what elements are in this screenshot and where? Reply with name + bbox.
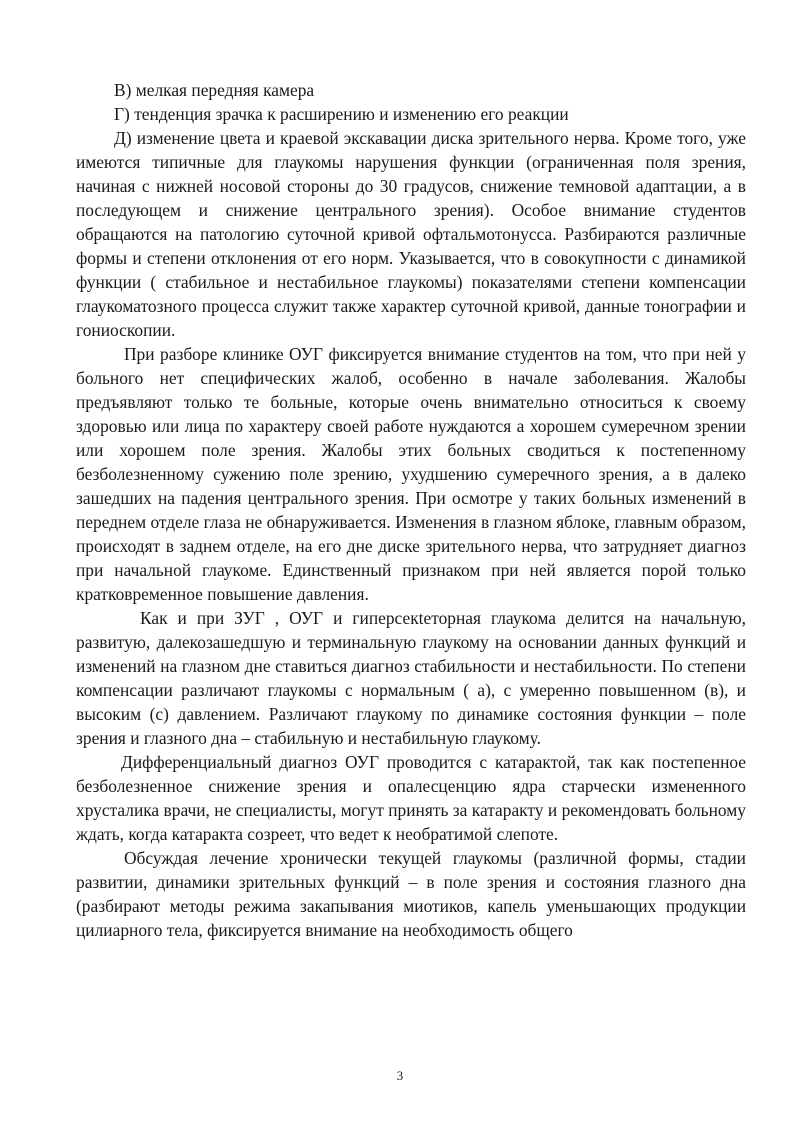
paragraph-treatment: Обсуждая лечение хронически текущей глаукомы (различной формы, стадии развитии, динамики зрительных функций – в поле зрения и состояния глазного дна (разбирают методы режима закапывания миотиков, капель уменьшающих продукции цилиарного тела, фиксируется внимание на необходимость общего	[76, 848, 746, 940]
paragraph-clinic: При разборе клинике ОУГ фиксируется внимание студентов на том, что при ней у больного нет специфических жалоб, особенно в начале заболевания. Жалобы предъявляют только те больные, которые очень внимательно относиться к своему здоровью или лица по характеру своей работе нуждаются а хорошем сумеречном зрении или хорошем поле зрения. Жалобы этих больных сводиться к постепенному безболезненному сужению поле зрению, ухудшению сумеречного зрения, а в далеко зашедших на падения центрального зрения. При осмотре у таких больных изменений в переднем отделе глаза не обнаруживается. Изменения в глазном яблоке, главным образом, происходят в заднем отделе, на его дне диске зрительного нерва, что затрудняет диагноз при начальной глаукоме. Единственный признаком при ней является порой только кратковременное повышение давления.	[76, 344, 746, 604]
paragraph-classification: Как и при ЗУГ , ОУГ и гиперсекteторная глаукома делится на начальную, развитую, далекозашедшую и терминальную глаукому на основании данных функций и изменений на глазном дне ставиться диагноз стабильности и нестабильности. По степени компенсации различают глаукомы с нормальным ( а), с умеренно повышенном (в), и высоким (с) давлением. Различают глаукому по динамике состояния функции – поле зрения и глазного дна – стабильную и нестабильную глаукому.	[76, 608, 746, 748]
list-item-d: Д) изменение цвета и краевой экскавации диска зрительного нерва. Кроме того, уже имеются типичные для глаукомы нарушения функции (ограниченная поля зрения, начиная с нижней носовой стороны до 30 градусов, снижение темновой адаптации, а в последующем и снижение центрального зрения). Особое внимание студентов обращаются на патологию суточной кривой офтальмотонусса. Разбираются различные формы и степени отклонения от его норм. Указывается, что в совокупности с динамикой функции ( стабильное и нестабильное глаукомы) показателями степени компенсации глаукоматозного процесса служит также характер суточной кривой, данные тонографии и гониоскопии.	[76, 128, 746, 340]
list-item-v: В) мелкая передняя камера	[114, 80, 315, 100]
page-number: 3	[396, 1068, 404, 1083]
paragraph-differential-diagnosis: Дифференциальный диагноз ОУГ проводится с катарактой, так как постепенное безболезненное снижение зрения и опалесценцию ядра старчески измененного хрусталика врачи, не специалисты, могут принять за катаракту и рекомендовать больному ждать, когда катаракта созреет, что ведет к необратимой слепоте.	[76, 752, 746, 844]
list-item-g: Г) тенденция зрачка к расширению и изменению его реакции	[114, 104, 569, 124]
page-body	[76, 78, 746, 942]
